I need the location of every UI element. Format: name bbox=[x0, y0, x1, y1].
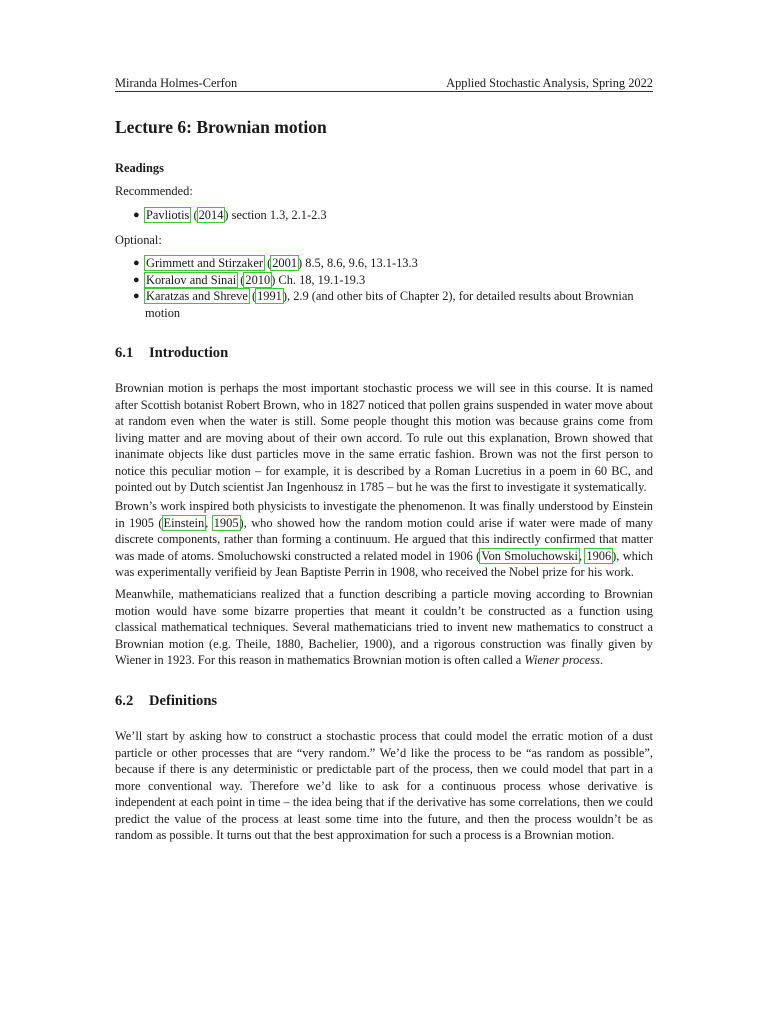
list-item: ● Koralov and Sinai (2010) Ch. 18, 19.1-19.3 bbox=[133, 272, 366, 287]
citation-link[interactable]: Pavliotis bbox=[146, 208, 190, 222]
bullet-icon: ● bbox=[133, 290, 140, 302]
list-item: ● Karatzas and Shreve (1991), 2.9 (and other bits of Chapter 2), for detailed results about Brownian motion bbox=[133, 289, 634, 320]
bullet-icon: ● bbox=[133, 209, 140, 221]
citation-link[interactable]: Karatzas and Shreve bbox=[146, 289, 248, 303]
section-title: Definitions bbox=[149, 693, 218, 709]
list-item: ● Pavliotis (2014) section 1.3, 2.1-2.3 bbox=[133, 208, 327, 222]
section-number: 6.1 bbox=[115, 345, 134, 361]
citation-link[interactable]: Von Smoluchowski bbox=[481, 548, 578, 563]
section-heading-definitions bbox=[115, 693, 217, 710]
section-heading-introduction bbox=[115, 345, 228, 362]
reading-detail: 8.5, 8.6, 9.6, 13.1-13.3 bbox=[302, 256, 418, 270]
citation-year-link[interactable]: 2014 bbox=[198, 208, 224, 222]
section-number: 6.2 bbox=[115, 693, 134, 709]
header-author: Miranda Holmes-Cerfon bbox=[115, 76, 238, 90]
citation-year-link[interactable]: 1906 bbox=[586, 548, 612, 563]
emphasis-term: Wiener process bbox=[524, 653, 600, 667]
citation-year-link[interactable]: 2001 bbox=[272, 256, 298, 270]
section-title: Introduction bbox=[149, 345, 229, 361]
intro-paragraph-3: Meanwhile, mathematicians realized that a function describing a particle moving according to Brownian motion would have some bizarre properties that meant it couldn’t be constructed as a function using classical mathematical techniques. Several mathematicians tried to invent new mathematics to construct a Brownian motion (e.g. Theile, 1880, Bachelier, 1900), and a rigorous construction was finally given by Wiener in 1923. For this reason in mathematics Brownian motion is often called a Wiener process. bbox=[115, 587, 653, 667]
citation-link[interactable]: Grimmett and Stirzaker bbox=[146, 256, 263, 270]
intro-paragraph-2: Brown’s work inspired both physicists to investigate the phenomenon. It was finally understood by Einstein in 1905 (Einstein, 1905), who showed how the random motion could arise if water were made of many discrete components, rather than forming a continuum. He argued that this indirectly confirmed that matter was made of atoms. Smoluchowski constructed a related model in 1906 (Von Smoluchowski, 1906), which was experimentally verifieid by Jean Baptiste Perrin in 1908, who received the Nobel prize for his work. bbox=[115, 499, 654, 579]
running-header bbox=[115, 73, 653, 92]
citation-link[interactable]: Koralov and Sinai bbox=[146, 272, 237, 287]
list-item: ● Grimmett and Stirzaker (2001) 8.5, 8.6, 9.6, 13.1-13.3 bbox=[133, 256, 418, 270]
optional-list bbox=[115, 255, 653, 321]
readings-heading: Readings bbox=[115, 161, 164, 175]
reading-detail: , 2.9 (and other bits of Chapter 2), for detailed results about Brownian motion bbox=[145, 289, 634, 320]
citation-year-link[interactable]: 1905 bbox=[213, 515, 239, 530]
header-course: Applied Stochastic Analysis, Spring 2022 bbox=[446, 76, 653, 90]
recommended-list bbox=[115, 207, 653, 224]
reading-detail: section 1.3, 2.1-2.3 bbox=[228, 208, 327, 222]
citation-year-link[interactable]: 1991 bbox=[257, 289, 282, 303]
lecture-title: Lecture 6: Brownian motion bbox=[115, 117, 327, 137]
optional-label: Optional: bbox=[115, 233, 162, 247]
intro-paragraph-1: Brownian motion is perhaps the most important stochastic process we will see in this course. It is named after Scottish botanist Robert Brown, who in 1827 noticed that pollen grains suspended in water move about at random even when the water is still. Some people thought this motion was because grains come from living matter and are moving about of their own accord. To rule out this explanation, Brown showed that inanimate objects like dust particles move in the same erratic fashion. Brown was not the first person to notice this peculiar motion – for example, it is described by a Roman Lucretius in a poem in 60 BC, and pointed out by Dutch scientist Jan Ingenhousz in 1785 – but he was the first to investigate it systematically. bbox=[115, 381, 653, 494]
bullet-icon: ● bbox=[133, 257, 140, 269]
bullet-icon: ● bbox=[133, 273, 140, 286]
reading-detail: Ch. 18, 19.1-19.3 bbox=[275, 272, 366, 287]
recommended-label: Recommended: bbox=[115, 184, 193, 198]
definitions-paragraph-1: We’ll start by asking how to construct a stochastic process that could model the erratic motion of a dust particle or other processes that are “very random.” We’d like the process to be “as random as possible”, because if there is any deterministic or predictable part of the process, then we could model that part in a more conventional way. Therefore we’d like to ask for a continuous process whose derivative is independent at each point in time – the idea being that if the derivative has some correlations, then we could predict the value of the process at least some time into the future, and then the process wouldn’t be as random as possible. It turns out that the best approximation for such a process is a Brownian motion. bbox=[115, 729, 653, 842]
citation-year-link[interactable]: 2010 bbox=[245, 272, 271, 287]
citation-link[interactable]: Einstein bbox=[163, 515, 205, 530]
